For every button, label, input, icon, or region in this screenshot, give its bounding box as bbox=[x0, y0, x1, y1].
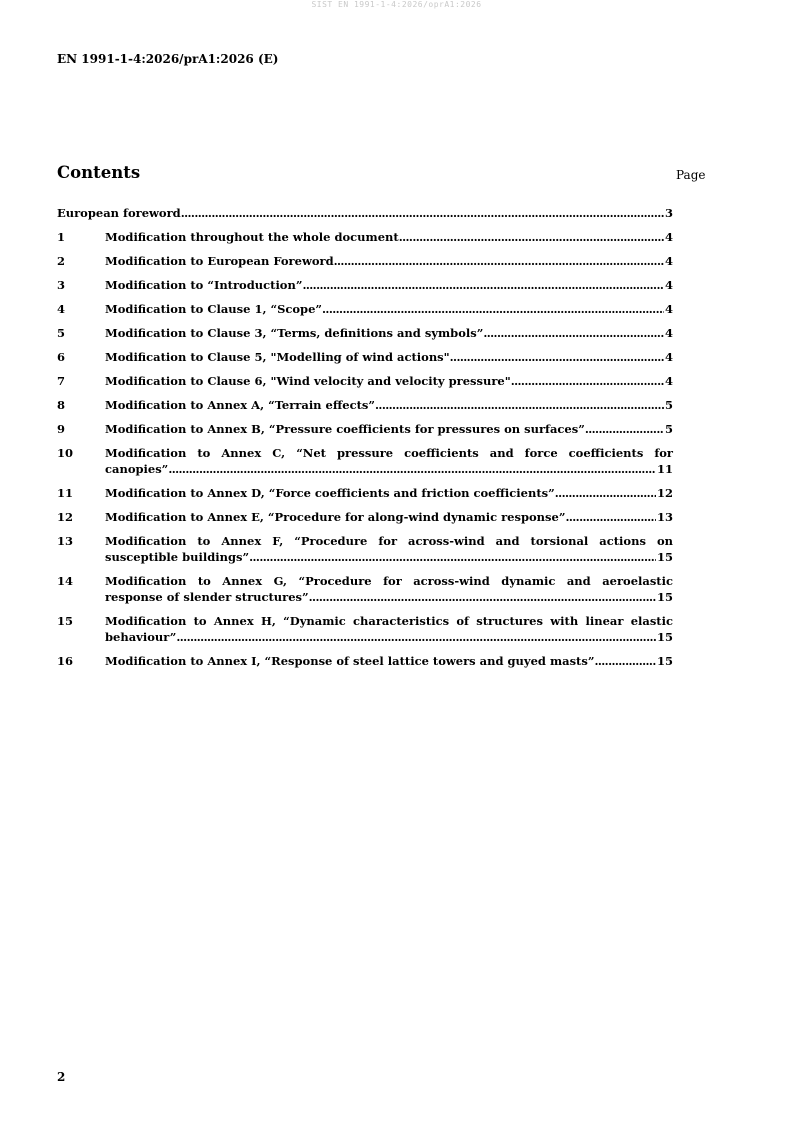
toc-entry-number: 10 bbox=[57, 446, 74, 460]
dot-leader bbox=[176, 629, 656, 645]
toc-entry-title-line-2: susceptible buildings” bbox=[105, 550, 250, 564]
dot-leader bbox=[309, 589, 656, 605]
toc-entry-8[interactable] bbox=[57, 397, 673, 413]
toc-entry-title-line-2: canopies” bbox=[105, 462, 169, 476]
toc-entry-title: Modification to Annex B, “Pressure coefficients for pressures on surfaces” bbox=[105, 422, 585, 436]
toc-entry-number: 15 bbox=[57, 614, 74, 628]
dot-leader bbox=[302, 277, 664, 293]
dot-leader bbox=[511, 373, 664, 389]
toc-entry-title-line-1: Modification to Annex C, “Net pressure coefficients and force coefficients for bbox=[105, 446, 673, 460]
toc-entry-page: 4 bbox=[664, 374, 673, 388]
toc-entry-10[interactable] bbox=[57, 445, 673, 477]
dot-leader bbox=[399, 229, 664, 245]
toc-entry-12[interactable] bbox=[57, 509, 673, 525]
dot-leader bbox=[594, 653, 656, 669]
toc-entry-title: Modification to Annex A, “Terrain effects” bbox=[105, 398, 376, 412]
toc-entry-7[interactable] bbox=[57, 373, 673, 389]
toc-entry-2[interactable] bbox=[57, 253, 673, 269]
dot-leader bbox=[555, 485, 656, 501]
toc-entry-number: 2 bbox=[57, 254, 66, 268]
toc-entry-page: 11 bbox=[656, 462, 673, 476]
toc-entry-number: 5 bbox=[57, 326, 66, 340]
toc-entry-title: Modification to Clause 6, "Wind velocity and velocity pressure" bbox=[105, 374, 511, 388]
dot-leader bbox=[322, 301, 664, 317]
toc-entry-number: 6 bbox=[57, 350, 66, 364]
toc-entry-page: 5 bbox=[664, 398, 673, 412]
table-of-contents bbox=[57, 205, 673, 677]
dot-leader bbox=[334, 253, 664, 269]
toc-entry-title: Modification to Annex I, “Response of steel lattice towers and guyed masts” bbox=[105, 654, 595, 668]
dot-leader bbox=[181, 205, 664, 221]
toc-entry-title-line-1: Modification to Annex H, “Dynamic characteristics of structures with linear elastic bbox=[105, 614, 673, 628]
toc-entry-title: Modification to Clause 5, "Modelling of wind actions" bbox=[105, 350, 450, 364]
toc-entry-page: 3 bbox=[664, 206, 673, 220]
toc-entry-page: 4 bbox=[664, 230, 673, 244]
toc-entry-title: Modification throughout the whole document bbox=[105, 230, 399, 244]
toc-entry-page: 4 bbox=[664, 302, 673, 316]
dot-leader bbox=[249, 549, 656, 565]
toc-entry-number: 16 bbox=[57, 654, 74, 668]
toc-entry-number: 11 bbox=[57, 486, 74, 500]
toc-entry-9[interactable] bbox=[57, 421, 673, 437]
toc-entry-title: Modification to European Foreword bbox=[105, 254, 334, 268]
toc-entry-1[interactable] bbox=[57, 229, 673, 245]
contents-heading: Contents bbox=[57, 163, 141, 182]
toc-entry-page: 15 bbox=[656, 630, 673, 644]
toc-entry-title: Modification to “Introduction” bbox=[105, 278, 303, 292]
toc-entry-title-line-1: Modification to Annex F, “Procedure for across-wind and torsional actions on bbox=[105, 534, 673, 548]
toc-entry-page: 15 bbox=[656, 654, 673, 668]
toc-entry-number: 1 bbox=[57, 230, 66, 244]
toc-entry-page: 4 bbox=[664, 326, 673, 340]
dot-leader bbox=[483, 325, 664, 341]
toc-entry-page: 4 bbox=[664, 254, 673, 268]
toc-entry-page: 4 bbox=[664, 278, 673, 292]
dot-leader bbox=[168, 461, 656, 477]
toc-entry-title: Modification to Clause 1, “Scope” bbox=[105, 302, 323, 316]
toc-entry-number: 3 bbox=[57, 278, 66, 292]
toc-entry-page: 5 bbox=[664, 422, 673, 436]
toc-entry-13[interactable] bbox=[57, 533, 673, 565]
toc-entry-number: 9 bbox=[57, 422, 66, 436]
toc-entry-4[interactable] bbox=[57, 301, 673, 317]
dot-leader bbox=[450, 349, 664, 365]
toc-entry-page: 15 bbox=[656, 590, 673, 604]
dot-leader bbox=[565, 509, 656, 525]
toc-entry-title-line-1: Modification to Annex G, “Procedure for across-wind dynamic and aeroelastic bbox=[105, 574, 673, 588]
toc-entry-page: 13 bbox=[656, 510, 673, 524]
toc-entry-3[interactable] bbox=[57, 277, 673, 293]
toc-entry-14[interactable] bbox=[57, 573, 673, 605]
toc-entry-11[interactable] bbox=[57, 485, 673, 501]
toc-entry-number: 12 bbox=[57, 510, 74, 524]
toc-entry-number: 13 bbox=[57, 534, 74, 548]
toc-entry-title: Modification to Clause 3, “Terms, definitions and symbols” bbox=[105, 326, 484, 340]
toc-entry-6[interactable] bbox=[57, 349, 673, 365]
toc-entry-16[interactable] bbox=[57, 653, 673, 669]
toc-entry-title: European foreword bbox=[57, 206, 181, 220]
toc-entry-european-foreword[interactable] bbox=[57, 205, 673, 221]
toc-entry-title: Modification to Annex E, “Procedure for along-wind dynamic response” bbox=[105, 510, 566, 524]
page-column-label: Page bbox=[676, 168, 706, 182]
toc-entry-page: 4 bbox=[664, 350, 673, 364]
toc-entry-5[interactable] bbox=[57, 325, 673, 341]
toc-entry-number: 14 bbox=[57, 574, 74, 588]
toc-entry-page: 12 bbox=[656, 486, 673, 500]
dot-leader bbox=[585, 421, 664, 437]
page-number: 2 bbox=[57, 1070, 66, 1084]
toc-entry-page: 15 bbox=[656, 550, 673, 564]
dot-leader bbox=[375, 397, 664, 413]
toc-entry-title-line-2: response of slender structures” bbox=[105, 590, 309, 604]
document-identifier: EN 1991-1-4:2026/prA1:2026 (E) bbox=[57, 52, 279, 66]
watermark: SIST EN 1991-1-4:2026/oprA1:2026 bbox=[311, 0, 482, 9]
toc-entry-title: Modification to Annex D, “Force coefficients and friction coefficients” bbox=[105, 486, 555, 500]
toc-entry-number: 8 bbox=[57, 398, 66, 412]
toc-entry-number: 4 bbox=[57, 302, 66, 316]
toc-entry-15[interactable] bbox=[57, 613, 673, 645]
toc-entry-number: 7 bbox=[57, 374, 66, 388]
toc-entry-title-line-2: behaviour” bbox=[105, 630, 177, 644]
